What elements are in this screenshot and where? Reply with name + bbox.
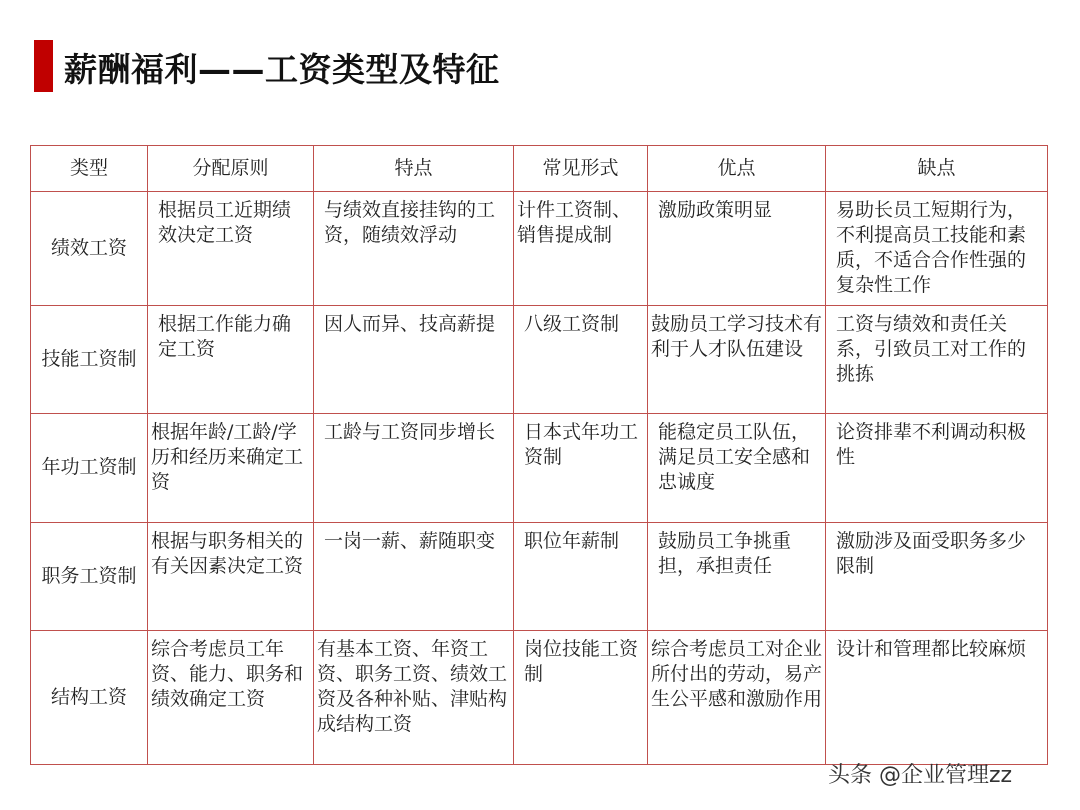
cell-pros: 激励政策明显 <box>648 192 826 306</box>
table-row <box>31 414 1048 522</box>
page-title: 薪酬福利——工资类型及特征 <box>64 50 500 89</box>
cell-cons: 易助长员工短期行为，不利提高员工技能和素质，不适合合作性强的复杂性工作 <box>826 192 1048 306</box>
cell-feature: 因人而异、技高薪提 <box>314 306 514 414</box>
cell-cons: 激励涉及面受职务多少限制 <box>826 522 1048 630</box>
cell-cons: 设计和管理都比较麻烦 <box>826 630 1048 764</box>
cell-principle: 综合考虑员工年资、能力、职务和绩效确定工资 <box>148 630 314 764</box>
cell-feature: 与绩效直接挂钩的工资，随绩效浮动 <box>314 192 514 306</box>
table-row <box>31 522 1048 630</box>
cell-type: 职务工资制 <box>31 522 148 630</box>
header-type: 类型 <box>31 146 148 192</box>
cell-cons: 工资与绩效和责任关系，引致员工对工作的挑拣 <box>826 306 1048 414</box>
table-row <box>31 192 1048 306</box>
cell-pros: 鼓励员工争挑重担，承担责任 <box>648 522 826 630</box>
header-pros: 优点 <box>648 146 826 192</box>
cell-form: 日本式年功工资制 <box>514 414 648 522</box>
cell-form: 八级工资制 <box>514 306 648 414</box>
cell-pros: 能稳定员工队伍，满足员工安全感和忠诚度 <box>648 414 826 522</box>
table-row <box>31 306 1048 414</box>
cell-form: 岗位技能工资制 <box>514 630 648 764</box>
watermark: 头条 @企业管理zz <box>828 763 1013 788</box>
cell-principle: 根据员工近期绩效决定工资 <box>148 192 314 306</box>
cell-pros: 鼓励员工学习技术有利于人才队伍建设 <box>648 306 826 414</box>
cell-feature: 一岗一薪、薪随职变 <box>314 522 514 630</box>
cell-form: 计件工资制、销售提成制 <box>514 192 648 306</box>
cell-principle: 根据与职务相关的有关因素决定工资 <box>148 522 314 630</box>
cell-feature: 工龄与工资同步增长 <box>314 414 514 522</box>
cell-principle: 根据年龄/工龄/学历和经历来确定工资 <box>148 414 314 522</box>
cell-type: 绩效工资 <box>31 192 148 306</box>
title-accent-bar <box>34 40 53 92</box>
header-principle: 分配原则 <box>148 146 314 192</box>
wage-types-table <box>30 145 1048 765</box>
cell-form: 职位年薪制 <box>514 522 648 630</box>
cell-cons: 论资排辈不利调动积极性 <box>826 414 1048 522</box>
header-feature: 特点 <box>314 146 514 192</box>
cell-principle: 根据工作能力确定工资 <box>148 306 314 414</box>
table-row <box>31 630 1048 764</box>
header-cons: 缺点 <box>826 146 1048 192</box>
header-form: 常见形式 <box>514 146 648 192</box>
table-header-row <box>31 146 1048 192</box>
cell-pros: 综合考虑员工对企业所付出的劳动，易产生公平感和激励作用 <box>648 630 826 764</box>
cell-feature: 有基本工资、年资工资、职务工资、绩效工资及各种补贴、津贴构成结构工资 <box>314 630 514 764</box>
cell-type: 年功工资制 <box>31 414 148 522</box>
cell-type: 结构工资 <box>31 630 148 764</box>
cell-type: 技能工资制 <box>31 306 148 414</box>
